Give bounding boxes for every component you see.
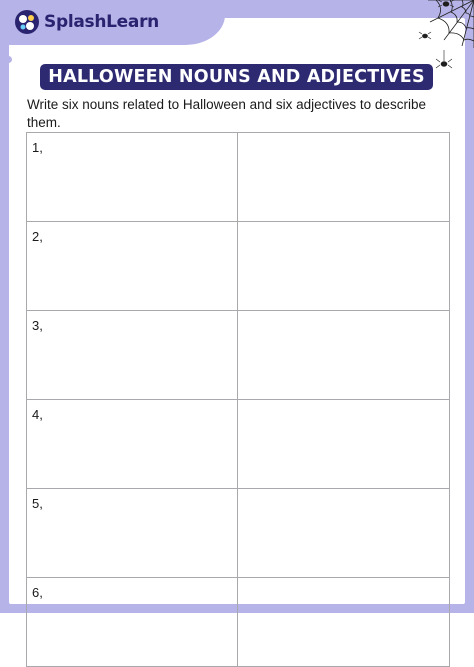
table-row (27, 489, 450, 578)
instructions: Write six nouns related to Halloween and six adjectives to describe them. (27, 97, 426, 130)
row-number: 5, (32, 496, 43, 511)
spider-icon (419, 32, 431, 39)
noun-cell[interactable] (27, 311, 238, 400)
row-number: 3, (32, 318, 43, 333)
adjective-cell[interactable] (238, 311, 450, 400)
splashlearn-logo-icon (14, 9, 40, 35)
brand-logo[interactable] (14, 9, 159, 35)
table-row (27, 311, 450, 400)
noun-cell[interactable] (27, 133, 238, 222)
table-row (27, 578, 450, 667)
table-row (27, 222, 450, 311)
row-number: 1, (32, 140, 43, 155)
noun-cell[interactable] (27, 400, 238, 489)
decor-dot (5, 56, 12, 63)
row-number: 4, (32, 407, 43, 422)
table-row (27, 400, 450, 489)
adjective-cell[interactable] (238, 133, 450, 222)
spider-icon (436, 50, 452, 68)
adjective-cell[interactable] (238, 222, 450, 311)
brand-name: SplashLearn (44, 12, 159, 32)
answer-table (26, 132, 450, 667)
adjective-cell[interactable] (238, 578, 450, 667)
decor-dot (210, 6, 221, 17)
table-row (27, 133, 450, 222)
noun-cell[interactable] (27, 578, 238, 667)
row-number: 2, (32, 229, 43, 244)
noun-cell[interactable] (27, 222, 238, 311)
adjective-cell[interactable] (238, 400, 450, 489)
row-number: 6, (32, 585, 43, 600)
worksheet-title: HALLOWEEN NOUNS AND ADJECTIVES (48, 67, 425, 87)
title-banner (40, 64, 433, 90)
adjective-cell[interactable] (238, 489, 450, 578)
noun-cell[interactable] (27, 489, 238, 578)
